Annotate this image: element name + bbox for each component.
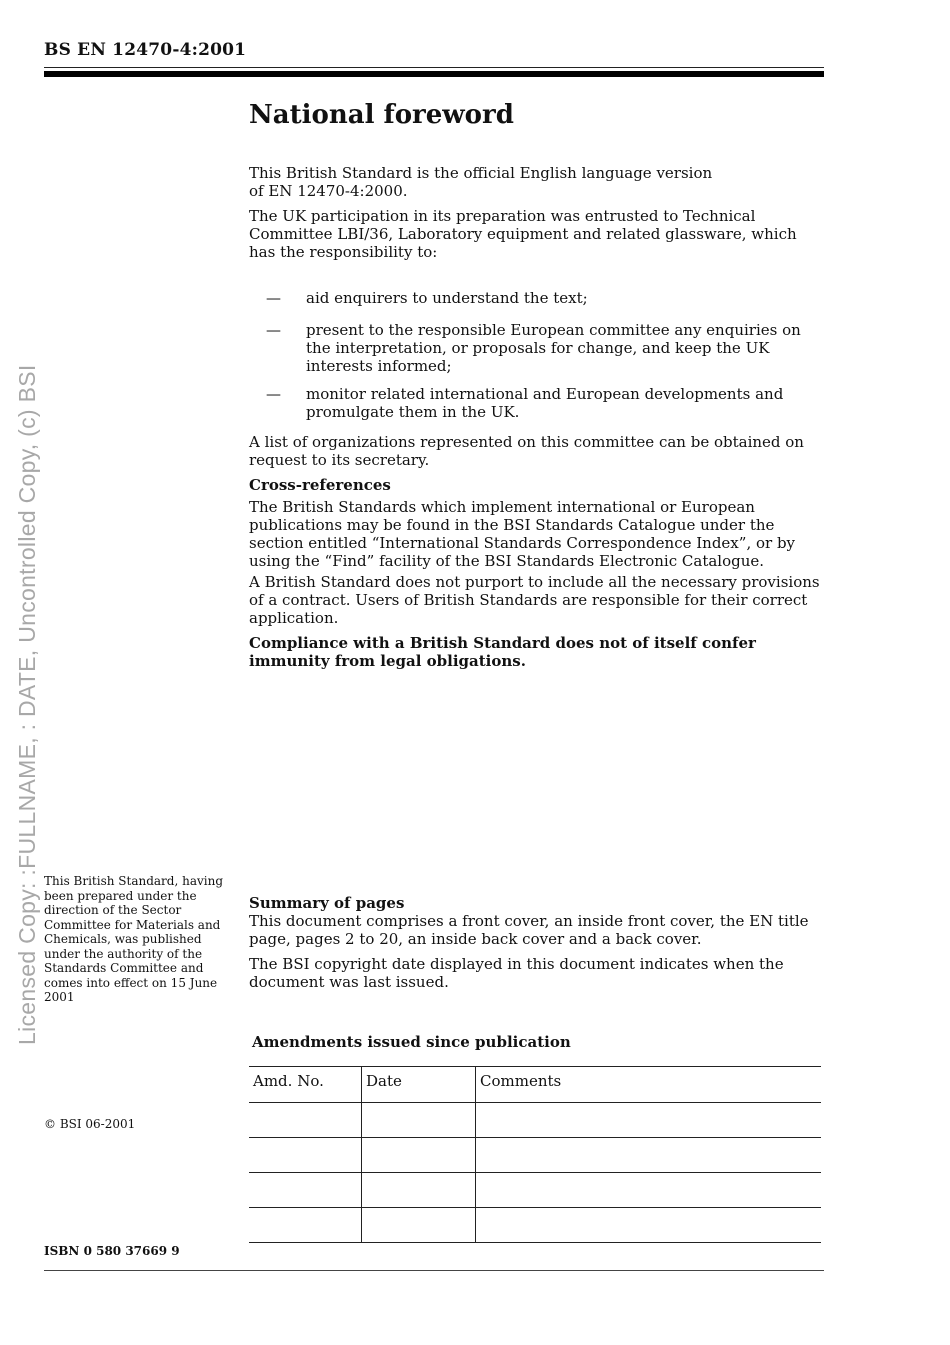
amendments-title: Amendments issued since publication [252,1033,571,1051]
document-code: BS EN 12470-4:2001 [44,40,247,60]
compliance-statement: Compliance with a British Standard does not of itself confer immunity from legal obligations. [249,634,756,670]
publication-note: This British Standard, having been prepared under the direction of the Sector Committee for Materials and Chemicals, was published under the authority of the Standards Committee and comes into effect on 15 June 2001 [44,874,224,1004]
date-cell [362,1173,476,1208]
intro-paragraph-2: The UK participation in its preparation was entrusted to Technical Committee LBI/36, Laboratory equipment and related glassware, which has the responsibility to: [249,207,797,261]
page-title: National foreword [249,100,514,130]
table-row [249,1138,821,1173]
responsibility-text: monitor related international and European developments and promulgate them in the UK. [306,385,784,421]
contract-paragraph: A British Standard does not purport to include all the necessary provisions of a contract. Users of British Standards are responsible for their correct application. [249,573,820,627]
responsibility-text: aid enquirers to understand the text; [306,289,588,307]
table-row [249,1103,821,1138]
column-header-comments: Comments [476,1067,822,1103]
committee-list-paragraph: A list of organizations represented on this committee can be obtained on request to its secretary. [249,433,804,469]
cross-references-paragraph: The British Standards which implement international or European publications may be found in the BSI Standards Catalogue under the section entitled “International Standards Correspondence Index”, or by using the “Find” facility of the BSI Standards Electronic Catalogue. [249,498,796,570]
amendments-table [249,1066,821,1243]
table-row [249,1173,821,1208]
license-watermark: Licensed Copy: :FULLNAME, : DATE, Uncontrolled Copy, (c) BSI [14,364,40,1045]
comments-cell [476,1173,822,1208]
comments-cell [476,1208,822,1243]
copyright-date-note: The BSI copyright date displayed in this document indicates when the document was last issued. [249,955,784,991]
isbn: ISBN 0 580 37669 9 [44,1244,180,1258]
amd-no-cell [249,1103,362,1138]
table-row [249,1208,821,1243]
amd-no-cell [249,1173,362,1208]
bullet-dash: — [266,385,281,403]
date-cell [362,1138,476,1173]
bullet-dash: — [266,321,281,339]
copyright-notice: © BSI 06-2001 [44,1117,136,1131]
bullet-dash: — [266,289,281,307]
column-header-amd-no: Amd. No. [249,1067,362,1103]
header-rule-thick [44,71,824,77]
cross-references-heading: Cross-references [249,476,391,494]
date-cell [362,1208,476,1243]
amd-no-cell [249,1138,362,1173]
comments-cell [476,1103,822,1138]
summary-heading: Summary of pages [249,894,405,912]
summary-text: This document comprises a front cover, an inside front cover, the EN title page, pages 2 to 20, an inside back cover and a back cover. [249,912,809,948]
column-header-date: Date [362,1067,476,1103]
header-rule-thin [44,67,824,68]
footer-rule [44,1270,824,1271]
intro-paragraph-1: This British Standard is the official English language version of EN 12470-4:2000. [249,164,713,200]
amendments-header-row [249,1067,821,1103]
comments-cell [476,1138,822,1173]
date-cell [362,1103,476,1138]
amd-no-cell [249,1208,362,1243]
responsibility-text: present to the responsible European committee any enquiries on the interpretation, or proposals for change, and keep the UK interests informed; [306,321,801,375]
